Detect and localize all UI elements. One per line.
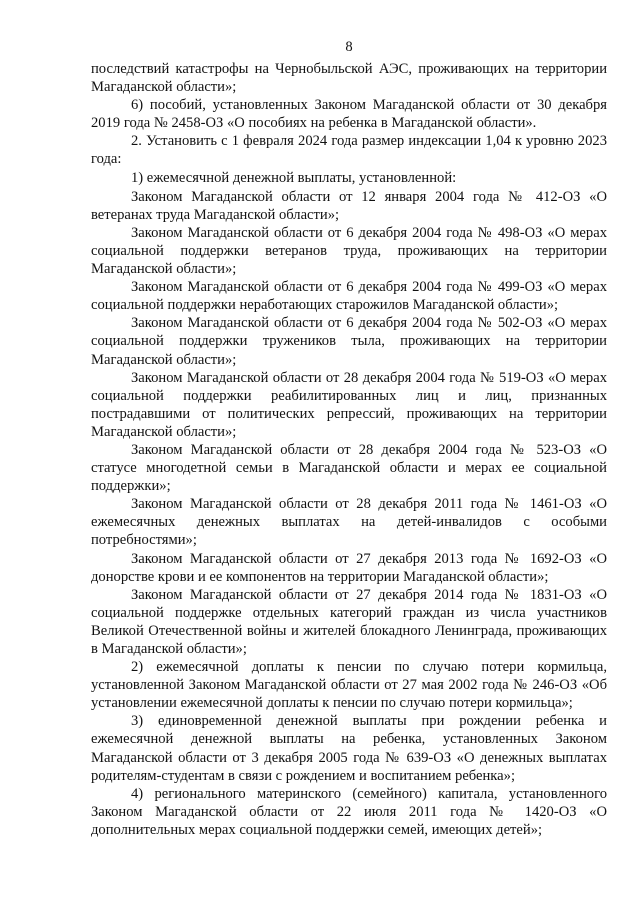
paragraph-3: 2. Установить с 1 февраля 2024 года размер индексации 1,04 к уровню 2023 года: — [91, 133, 607, 168]
paragraph-5: Законом Магаданской области от 12 января 2004 года № 412-ОЗ «О ветеранах труда Магаданской области»; — [91, 188, 607, 223]
document-page — [91, 38, 607, 839]
paragraph-14: 2) ежемесячной доплаты к пенсии по случаю потери кормильца, установленной Законом Магаданской области от 27 мая 2002 года № 246-ОЗ «Об установлении ежемесячной доплаты к пенсии по случаю потери кормильца»; — [91, 659, 607, 712]
paragraph-4: 1) ежемесячной денежной выплаты, установленной: — [131, 169, 457, 186]
paragraph-7: Законом Магаданской области от 6 декабря 2004 года № 499-ОЗ «О мерах социальной поддержки неработающих старожилов Магаданской области»; — [91, 279, 607, 314]
paragraph-1: последствий катастрофы на Чернобыльской АЭС, проживающих на территории Магаданской области»; — [91, 61, 607, 96]
paragraph-12: Законом Магаданской области от 27 декабря 2013 года № 1692-ОЗ «О донорстве крови и ее компонентов на территории Магаданской области»; — [91, 550, 607, 585]
paragraph-16: 4) регионального материнского (семейного) капитала, установленного Законом Магаданской области от 22 июля 2011 года № 1420-ОЗ «О дополнительных мерах социальной поддержки семей, имеющих детей»; — [91, 785, 607, 838]
paragraph-6: Законом Магаданской области от 6 декабря 2004 года № 498-ОЗ «О мерах социальной поддержки ветеранов труда, проживающих на территории Магаданской области»; — [91, 224, 607, 278]
paragraph-8: Законом Магаданской области от 6 декабря 2004 года № 502-ОЗ «О мерах социальной поддержки тружеников тыла, проживающих на территории Магаданской области»; — [91, 315, 607, 368]
page-number: 8 — [345, 39, 353, 55]
paragraph-10: Законом Магаданской области от 28 декабря 2004 года № 523-ОЗ «О статусе многодетной семьи в Магаданской области и мерах ее социальной поддержки»; — [91, 441, 607, 495]
paragraph-15: 3) единовременной денежной выплаты при рождении ребенка и ежемесячной денежной выплаты на ребенка, установленных Законом Магаданской области от 3 декабря 2005 года № 639-ОЗ «О денежных выплатах родителям-студентам в связи с рождением и воспитанием ребенка»; — [91, 713, 607, 784]
paragraph-11: Законом Магаданской области от 28 декабря 2011 года № 1461-ОЗ «О ежемесячных денежных выплатах на детей-инвалидов с особыми потребностями»; — [91, 496, 607, 549]
paragraph-13: Законом Магаданской области от 27 декабря 2014 года № 1831-ОЗ «О социальной поддержке отдельных категорий граждан из числа участников Великой Отечественной войны и жителей блокадного Ленинграда, проживающих в Магаданской области»; — [91, 586, 607, 657]
paragraph-9: Законом Магаданской области от 28 декабря 2004 года № 519-ОЗ «О мерах социальной поддержки реабилитированных лиц и лиц, признанных пострадавшими от политических репрессий, проживающих на территории Магаданской области»; — [91, 369, 607, 440]
paragraph-2: 6) пособий, установленных Законом Магаданской области от 30 декабря 2019 года № 2458-ОЗ «О пособиях на ребенка в Магаданской области». — [91, 97, 607, 132]
